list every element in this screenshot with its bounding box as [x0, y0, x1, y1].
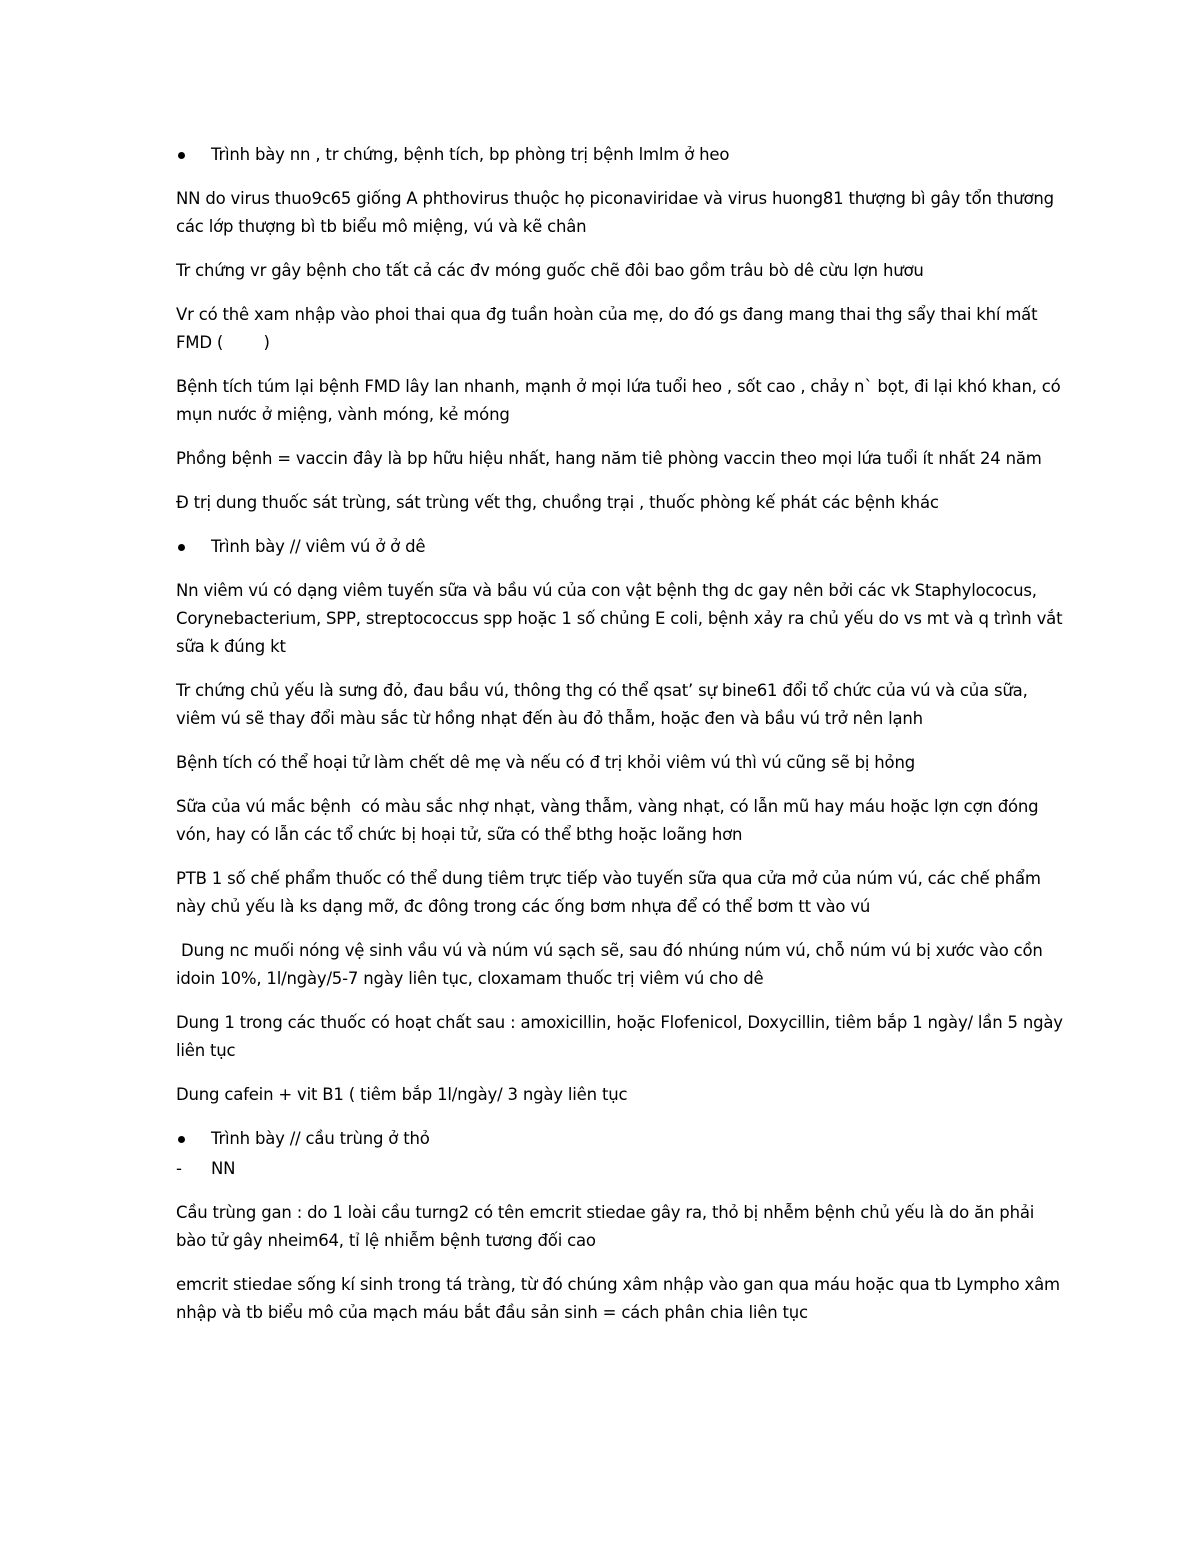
- bullet-item-mastitis: [176, 533, 1066, 561]
- paragraph-cause: NN do virus thuo9c65 giống A phthovirus thuộc họ piconaviridae và virus huong81 thượng bì gây tổn thương các lớp thượng bì tb biểu mô miệng, vú và kẽ chân: [176, 189, 1060, 236]
- dash-text: NN: [211, 1159, 236, 1178]
- paragraph-mastitis-ptb: PTB 1 số chế phẩm thuốc có thể dung tiêm trực tiếp vào tuyến sữa qua cửa mở của núm vú, các chế phẩm này chủ yếu là ks dạng mỡ, đc đông trong các ống bơm nhựa để có thể bơm tt vào vú: [176, 869, 1046, 916]
- paragraph-mastitis-milk: Sữa của vú mắc bệnh có màu sắc nhợ nhạt, vàng thẫm, vàng nhạt, có lẫn mũ hay máu hoặc lợn cợn đóng vón, hay có lẫn các tổ chức bị hoại tử, sữa có thể bthg hoặc loãng hơn: [176, 797, 1044, 844]
- paragraph-coccidiosis-parasite: emcrit stiedae sống kí sinh trong tá tràng, từ đó chúng xâm nhập vào gan qua máu hoặc qua tb Lympho xâm nhập và tb biểu mô của mạch máu bắt đầu sản sinh = cách phân chia liên tục: [176, 1275, 1065, 1322]
- bullet-item-lmlm: [176, 141, 1066, 169]
- paragraph-transmission: Vr có thê xam nhập vào phoi thai qua đg tuần hoàn của mẹ, do đó gs đang mang thai thg sẩy thai khí mất FMD ( ): [176, 305, 1043, 352]
- paragraph-mastitis-drugs: Dung 1 trong các thuốc có hoạt chất sau : amoxicillin, hoặc Flofenicol, Doxycillin, tiêm bắp 1 ngày/ lần 5 ngày liên tục: [176, 1013, 1068, 1060]
- paragraph-coccidiosis-liver: Cầu trùng gan : do 1 loài cầu turng2 có tên emcrit stiedae gây ra, thỏ bị nhễm bệnh chủ yếu là do ăn phải bào tử gây nheim64, tỉ lệ nhiễm bệnh tương đối cao: [176, 1203, 1040, 1250]
- paragraph-mastitis-hygiene: Dung nc muối nóng vệ sinh vầu vú và núm vú sạch sẽ, sau đó nhúng núm vú, chỗ núm vú bị xước vào cồn idoin 10%, 1l/ngày/5-7 ngày liên tục, cloxamam thuốc trị viêm vú cho dê: [176, 941, 1048, 988]
- paragraph-prevention: Phồng bệnh = vaccin đây là bp hữu hiệu nhất, hang năm tiê phòng vaccin theo mọi lứa tuổi ít nhất 24 năm: [176, 449, 1042, 468]
- paragraph-mastitis-lesions: Bệnh tích có thể hoại tử làm chết dê mẹ và nếu có đ trị khỏi viêm vú thì vú cũng sẽ bị hỏng: [176, 753, 915, 772]
- bullet-dot-icon: [178, 1136, 185, 1143]
- dash-mark: -: [176, 1159, 182, 1178]
- paragraph-mastitis-cause: Nn viêm vú có dạng viêm tuyến sữa và bầu vú của con vật bệnh thg dc gay nên bởi các vk Staphylococus, Corynebacterium, SPP, streptococcus spp hoặc 1 số chủng E coli, bệnh xảy ra chủ yếu do vs mt và q trình vắt sữa k đúng kt: [176, 581, 1068, 656]
- document-body: [176, 141, 1066, 1343]
- paragraph-treatment: Đ trị dung thuốc sát trùng, sát trùng vết thg, chuồng trại , thuốc phòng kế phát các bệnh khác: [176, 493, 939, 512]
- dash-item-nn: [176, 1155, 1066, 1183]
- bullet-text: Trình bày // cầu trùng ở thỏ: [211, 1129, 430, 1148]
- paragraph-mastitis-cafein: Dung cafein + vit B1 ( tiêm bắp 1l/ngày/ 3 ngày liên tục: [176, 1085, 628, 1104]
- paragraph-mastitis-symptoms: Tr chứng chủ yếu là sưng đỏ, đau bầu vú, thông thg có thể qsat’ sự bine61 đổi tổ chức của vú và của sữa, viêm vú sẽ thay đổi màu sắc từ hồng nhạt đến àu đỏ thẫm, hoặc đen và bầu vú trở nên lạnh: [176, 681, 1033, 728]
- bullet-dot-icon: [178, 544, 185, 551]
- bullet-text: Trình bày // viêm vú ở ở dê: [211, 537, 426, 556]
- bullet-item-coccidiosis: [176, 1125, 1066, 1153]
- paragraph-symptoms: Tr chứng vr gây bệnh cho tất cả các đv móng guốc chẽ đôi bao gồm trâu bò dê cừu lợn hươu: [176, 261, 924, 280]
- bullet-text: Trình bày nn , tr chứng, bệnh tích, bp phòng trị bệnh lmlm ở heo: [211, 145, 730, 164]
- bullet-dot-icon: [178, 152, 185, 159]
- paragraph-lesions: Bệnh tích túm lại bệnh FMD lây lan nhanh, mạnh ở mọi lứa tuổi heo , sốt cao , chảy n` bọt, đi lại khó khan, có mụn nước ở miệng, vành móng, kẻ móng: [176, 377, 1066, 424]
